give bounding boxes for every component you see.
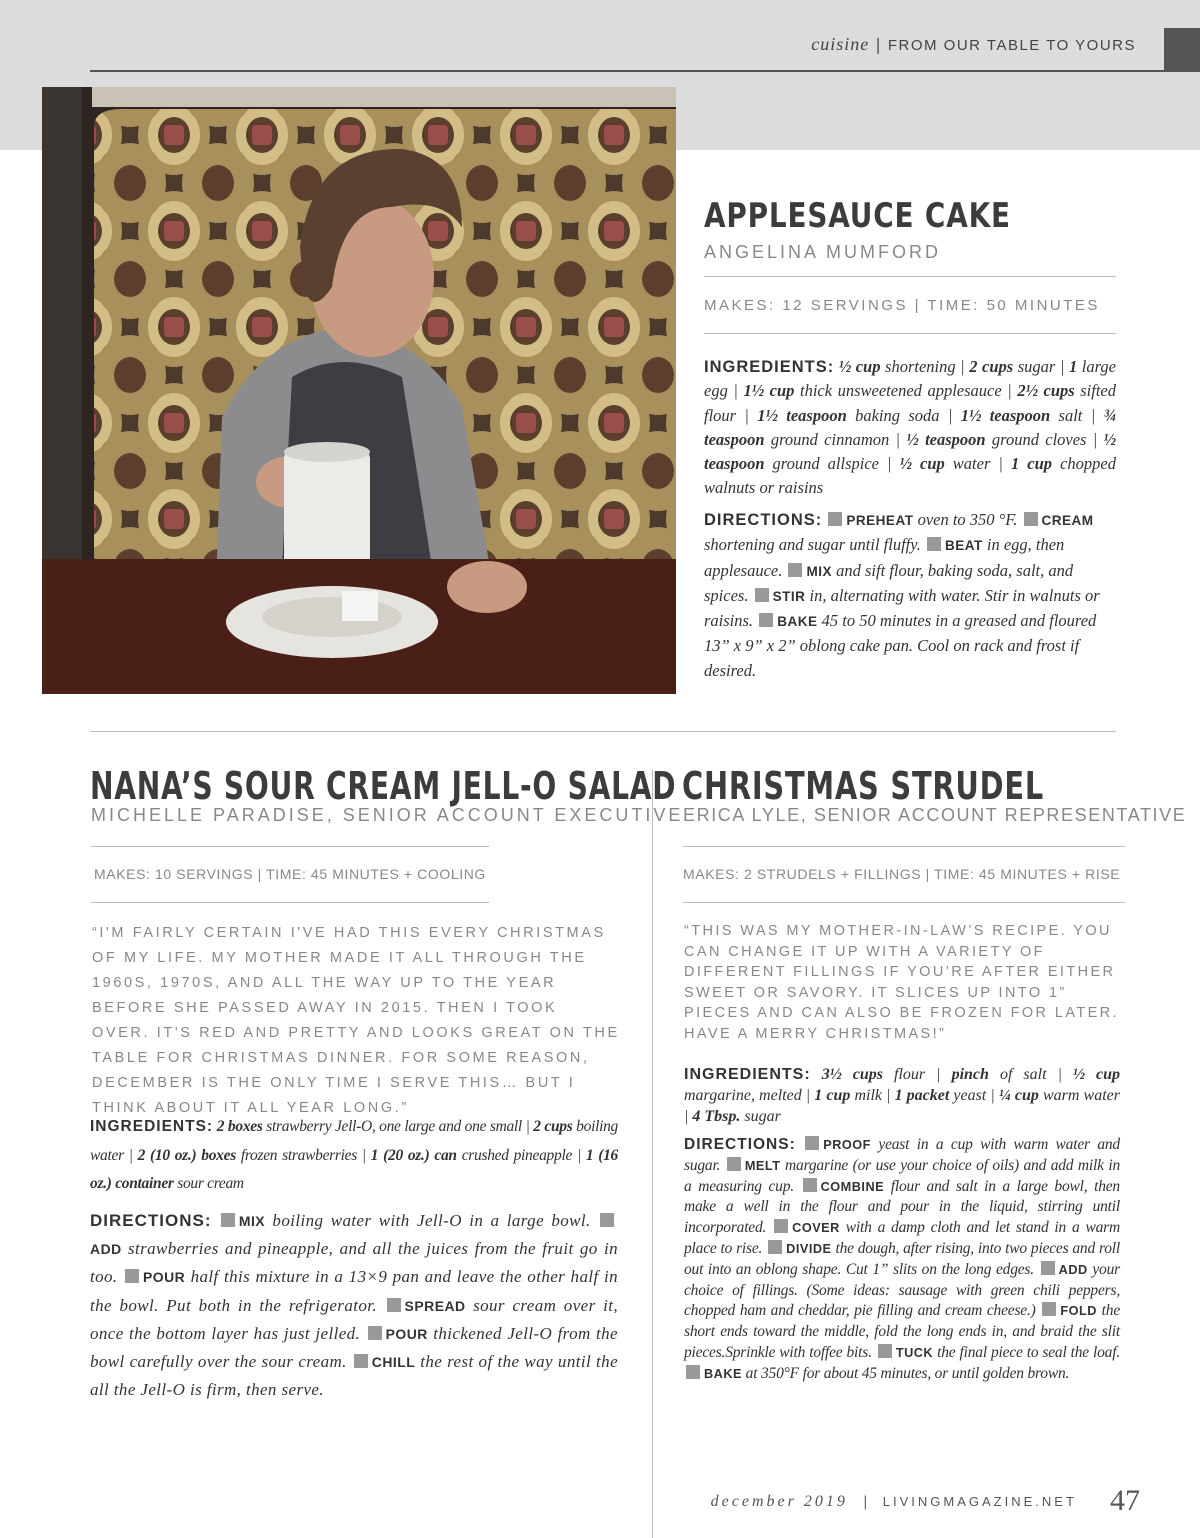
step-text: the rest of the way until the all the Jell-O is firm, then serve.: [90, 1352, 619, 1400]
step-text: with a damp cloth and let stand in a warm place to rise.: [684, 1219, 1120, 1257]
recipe-author: ANGELINA MUMFORD: [704, 242, 942, 262]
step-text: half this mixture in a 13×9 pan and leave the other half in the bowl. Put both in the refrigerator.: [90, 1267, 618, 1315]
step-keyword: MELT: [744, 1157, 781, 1173]
ingredient-amount: 4 Tbsp.: [692, 1108, 741, 1125]
divider: [704, 276, 1116, 277]
directions-list: [684, 1136, 1120, 1382]
divider: [91, 846, 489, 847]
step-bullet-icon: [774, 1219, 788, 1233]
step-bullet-icon: [1024, 512, 1038, 526]
ingredient-text: baking soda |: [846, 405, 961, 425]
ingredient-text: of salt |: [988, 1066, 1073, 1083]
step-keyword: CREAM: [1041, 513, 1094, 528]
step-text: strawberries and pineapple, and all the juices from the fruit go in too.: [90, 1239, 618, 1287]
step-keyword: POUR: [385, 1325, 428, 1342]
recipe-title: NANA’S SOUR CREAM JELL-O SALAD: [90, 764, 677, 808]
ingredient-amount: ½ cup: [899, 454, 945, 474]
ingredients-block: [90, 1113, 618, 1199]
ingredients-label: INGREDIENTS:: [684, 1066, 811, 1083]
step-bullet-icon: [805, 1136, 819, 1150]
step-keyword: CHILL: [371, 1354, 416, 1371]
step-keyword: TUCK: [895, 1344, 934, 1360]
step-bullet-icon: [368, 1326, 382, 1340]
ingredient-amount: ½ teaspoon: [704, 429, 1116, 474]
step-text: at 350°F for about 45 minutes, or until golden brown.: [742, 1364, 1070, 1382]
ingredient-text: sugar |: [1013, 357, 1069, 376]
step-bullet-icon: [828, 512, 842, 526]
step-text: oven to 350 °F.: [913, 510, 1022, 529]
step-keyword: POUR: [142, 1269, 186, 1286]
footer-separator: |: [862, 1494, 868, 1510]
step-keyword: SPREAD: [404, 1297, 466, 1314]
divider: [91, 902, 489, 903]
step-keyword: DIVIDE: [786, 1240, 832, 1256]
ingredient-text: chopped walnuts or raisins: [704, 454, 1117, 498]
ingredient-amount: 1 (20 oz.) can: [370, 1146, 457, 1164]
ingredient-amount: 1½ teaspoon: [960, 405, 1051, 425]
step-bullet-icon: [878, 1344, 892, 1358]
step-bullet-icon: [927, 537, 941, 551]
ingredient-text: milk |: [850, 1087, 895, 1104]
step-bullet-icon: [686, 1365, 700, 1379]
step-text: the short ends toward the middle, fold the long ends in, and braid the slit pieces.Sprinkle with toffee bits.: [684, 1302, 1120, 1361]
ingredients-list: [704, 357, 1116, 497]
ingredient-amount: 2 (10 oz.) boxes: [137, 1146, 236, 1164]
ingredient-text: sour cream: [173, 1175, 244, 1192]
step-text: boiling water with Jell-O in a large bowl.: [265, 1211, 598, 1230]
step-bullet-icon: [125, 1269, 139, 1283]
directions-label: DIRECTIONS:: [684, 1136, 796, 1153]
ingredient-text: yeast |: [949, 1087, 999, 1104]
step-keyword: STIR: [772, 588, 806, 604]
ingredient-text: ground cloves |: [985, 429, 1104, 449]
ingredient-amount: 1½ cup: [743, 381, 795, 401]
ingredient-text: flour |: [882, 1066, 952, 1083]
ingredient-amount: 1 cup: [1011, 454, 1053, 474]
step-bullet-icon: [759, 613, 773, 627]
step-bullet-icon: [788, 563, 802, 577]
step-bullet-icon: [768, 1240, 782, 1254]
ingredient-text: margarine, melted |: [684, 1087, 815, 1104]
step-bullet-icon: [600, 1213, 614, 1227]
ingredients-block: [684, 1064, 1120, 1127]
ingredient-text: large egg |: [704, 357, 1116, 401]
ingredient-text: water |: [944, 454, 1012, 474]
directions-block: [684, 1135, 1120, 1385]
section-header: [811, 34, 1136, 55]
ingredient-text: sugar: [740, 1108, 781, 1125]
photo-illustration: [42, 87, 676, 694]
recipe-author: MICHELLE PARADISE, SENIOR ACCOUNT EXECUTIVE: [91, 805, 684, 825]
divider: [683, 902, 1125, 903]
step-text: sour cream over it, once the bottom layer has just jelled.: [90, 1295, 618, 1343]
ingredient-amount: ¼ cup: [998, 1087, 1039, 1104]
ingredient-amount: 2 cups: [533, 1118, 573, 1135]
step-keyword: FOLD: [1060, 1303, 1097, 1319]
step-keyword: COVER: [792, 1220, 840, 1236]
divider: [683, 846, 1125, 847]
step-keyword: ADD: [90, 1241, 122, 1258]
ingredient-amount: 2½ cups: [1017, 381, 1075, 401]
step-bullet-icon: [1041, 1261, 1055, 1275]
recipe-meta: MAKES: 2 STRUDELS + FILLINGS | TIME: 45 MINUTES + RISE: [683, 866, 1121, 882]
ingredient-text: crushed pineapple |: [456, 1146, 586, 1164]
ingredient-amount: 1½ teaspoon: [757, 405, 847, 425]
step-text: in egg, then applesauce.: [704, 535, 1065, 580]
ingredient-text: frozen strawberries |: [235, 1146, 371, 1164]
step-keyword: BAKE: [777, 614, 818, 630]
step-text: in, alternating with water. Stir in walnuts or raisins.: [704, 585, 1100, 631]
step-keyword: COMBINE: [820, 1178, 885, 1194]
divider: [704, 333, 1116, 334]
step-keyword: ADD: [1058, 1261, 1088, 1277]
ingredients-label: INGREDIENTS:: [90, 1118, 214, 1135]
ingredient-amount: 1 packet: [894, 1087, 950, 1104]
ingredient-amount: ½ teaspoon: [906, 429, 986, 449]
ingredient-text: sifted flour |: [704, 381, 1117, 425]
directions-list: [704, 510, 1100, 680]
step-text: your choice of fillings. (Some ideas: sausage with green chili peppers, chopped ham and cheddar, pie filling and cream cheese.): [684, 1260, 1120, 1320]
ingredient-text: strawberry Jell-O, one large and one small |: [262, 1118, 534, 1135]
ingredient-amount: ½ cup: [1073, 1066, 1121, 1083]
step-keyword: MIX: [806, 563, 833, 579]
website-link[interactable]: LIVINGMAGAZINE.NET: [882, 1494, 1077, 1509]
ingredient-amount: 2 cups: [969, 357, 1014, 376]
section-divider: [90, 731, 1116, 732]
step-keyword: PROOF: [823, 1137, 871, 1152]
step-bullet-icon: [803, 1178, 817, 1192]
recipe-title: APPLESAUCE CAKE: [704, 196, 1011, 236]
directions-label: DIRECTIONS:: [704, 511, 823, 529]
ingredient-amount: ¾ teaspoon: [704, 405, 1116, 449]
recipe-meta: MAKES: 10 SERVINGS | TIME: 45 MINUTES + COOLING: [94, 866, 486, 882]
ingredient-text: salt |: [1050, 405, 1104, 425]
ingredient-amount: 1: [1068, 357, 1078, 376]
photo-woman-with-coffee-cup: [42, 87, 676, 694]
ingredient-amount: ½ cup: [838, 357, 881, 376]
page-footer: [711, 1484, 1140, 1518]
header-tab: [1164, 28, 1200, 72]
directions-list: [90, 1211, 618, 1399]
step-text: shortening and sugar until fluffy.: [704, 535, 925, 555]
ingredient-text: ground allspice |: [764, 454, 900, 474]
directions-block: [90, 1207, 618, 1404]
recipe-title: CHRISTMAS STRUDEL: [682, 764, 1045, 808]
step-keyword: BAKE: [704, 1365, 742, 1381]
section-title: FROM OUR TABLE TO YOURS: [887, 37, 1136, 54]
ingredient-amount: 3½ cups: [821, 1066, 883, 1083]
ingredient-text: shortening |: [880, 357, 970, 376]
ingredients-block: [704, 355, 1116, 501]
step-bullet-icon: [354, 1354, 368, 1368]
step-keyword: PREHEAT: [846, 513, 914, 528]
ingredients-label: INGREDIENTS:: [704, 358, 835, 376]
step-bullet-icon: [387, 1298, 401, 1312]
recipe-author: ERICA LYLE, SENIOR ACCOUNT REPRESENTATIVE: [683, 805, 1187, 825]
ingredient-amount: pinch: [951, 1066, 989, 1083]
step-text: the final piece to seal the loaf.: [933, 1343, 1120, 1361]
step-bullet-icon: [1042, 1302, 1056, 1316]
step-text: yeast in a cup with warm water and sugar.: [684, 1136, 1120, 1174]
step-text: and sift flour, baking soda, salt, and spices.: [704, 560, 1074, 605]
step-bullet-icon: [727, 1157, 741, 1171]
step-keyword: BEAT: [944, 538, 983, 554]
ingredient-text: ground cinnamon |: [764, 429, 907, 449]
issue-date: december 2019: [710, 1493, 848, 1510]
ingredient-amount: 2 boxes: [216, 1118, 263, 1135]
step-bullet-icon: [755, 588, 769, 602]
header-rule: [90, 70, 1166, 72]
ingredient-amount: 1 (16 oz.) container: [90, 1146, 619, 1192]
header-separator: |: [875, 35, 882, 54]
step-text: margarine (or use your choice of oils) and add milk in a measuring cup.: [684, 1156, 1121, 1195]
step-text: flour and salt in a large bowl, then make a well in the flour and pour in the liquid, stirring until incorporated.: [684, 1177, 1120, 1237]
directions-label: DIRECTIONS:: [90, 1211, 212, 1230]
recipe-quote: “I'M FAIRLY CERTAIN I'VE HAD THIS EVERY CHRISTMAS OF MY LIFE. MY MOTHER MADE IT ALL THROUGH THE 1960S, 1970S, AND ALL THE WAY UP TO THE YEAR BEFORE SHE PASSED AWAY IN 2015. THEN I TOOK OVER. IT'S RED AND PRETTY AND LOOKS GREAT ON THE TABLE FOR CHRISTMAS DINNER. FOR SOME REASON, DECEMBER IS THE ONLY TIME I SERVE THIS… BUT I THINK ABOUT IT ALL YEAR LONG.”: [92, 925, 620, 1116]
recipe-quote: “THIS WAS MY MOTHER-IN-LAW’S RECIPE. YOU CAN CHANGE IT UP WITH A VARIETY OF DIFFERENT FILLINGS IF YOU’RE AFTER EITHER SWEET OR SAVORY. IT SLICES UP INTO 1” PIECES AND CAN ALSO BE FROZEN FOR LATER. HAVE A MERRY CHRISTMAS!”: [684, 923, 1119, 1042]
step-text: thickened Jell-O from the bowl carefully over the sour cream.: [90, 1323, 618, 1372]
step-bullet-icon: [221, 1213, 235, 1227]
page-number: 47: [1110, 1484, 1140, 1517]
ingredient-text: boiling water |: [90, 1118, 618, 1164]
step-text: 45 to 50 minutes in a greased and floured 13” x 9” x 2” oblong cake pan. Cool on rack and frost if desired.: [704, 611, 1097, 680]
step-text: the dough, after rising, into two pieces and roll out into an oblong shape. Cut 1” slits on the long edges.: [684, 1239, 1120, 1278]
step-keyword: MIX: [238, 1213, 266, 1229]
column-divider: [652, 770, 653, 1538]
recipe-meta: MAKES: 12 SERVINGS | TIME: 50 MINUTES: [704, 297, 1100, 314]
ingredient-text: warm water |: [684, 1087, 1120, 1125]
ingredient-text: thick unsweetened applesauce |: [794, 381, 1018, 401]
section-name: cuisine: [811, 34, 870, 54]
ingredient-amount: 1 cup: [814, 1087, 851, 1104]
directions-block: [704, 508, 1116, 683]
